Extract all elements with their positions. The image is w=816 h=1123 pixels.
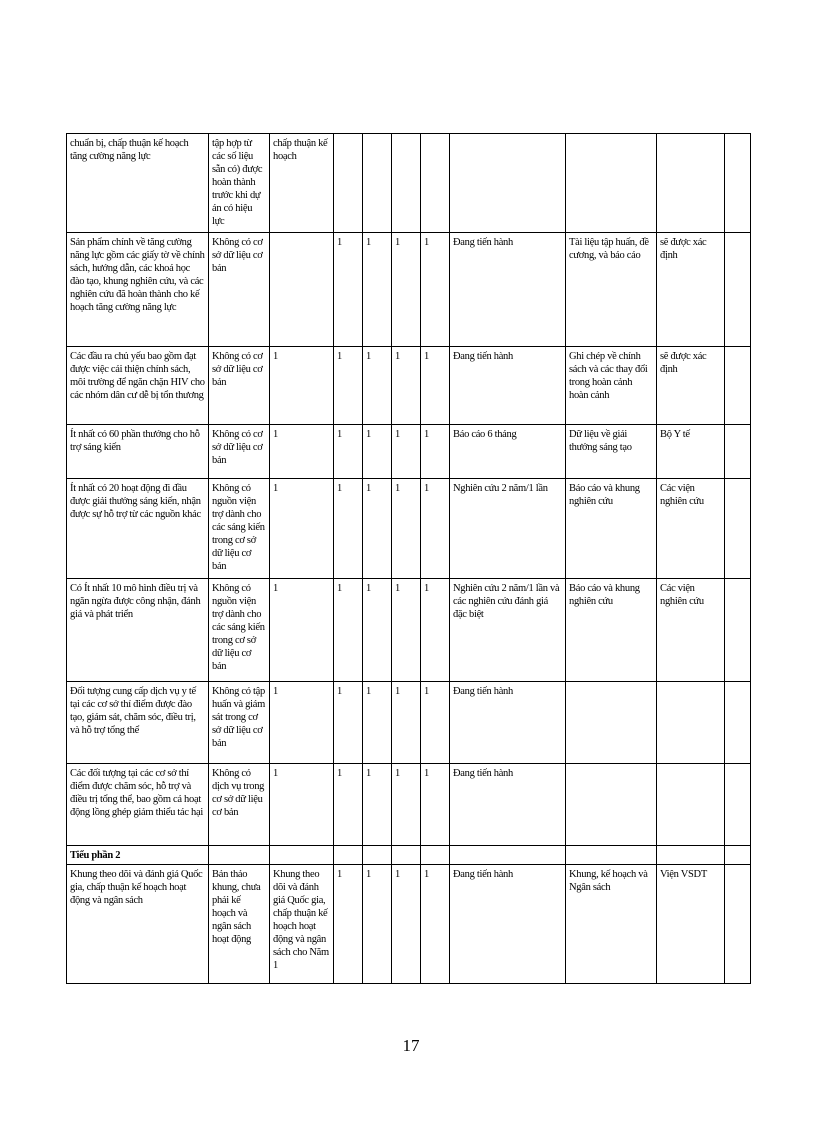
table-cell: Khung theo dõi và đánh giá Quốc gia, chấp thuận kế hoạch hoạt động và ngân sách cho Năm 1	[270, 865, 334, 984]
table-cell: Đang tiến hành	[450, 682, 566, 764]
page-number: 17	[402, 1036, 420, 1055]
table-cell	[392, 134, 421, 233]
table-cell	[657, 764, 725, 846]
table-cell: chuẩn bị, chấp thuận kế hoạch tăng cường năng lực	[67, 134, 209, 233]
table-cell: 1	[392, 233, 421, 347]
monitoring-table	[66, 133, 751, 984]
table-cell	[421, 134, 450, 233]
table-cell: Bộ Y tế	[657, 425, 725, 479]
table-row	[67, 764, 751, 846]
table-cell: Ít nhất có 20 hoạt động đi đầu được giải thưởng sáng kiến, nhận được sự hỗ trợ từ các nguồn khác	[67, 479, 209, 579]
table-cell: sẽ được xác định	[657, 233, 725, 347]
table-cell: 1	[421, 865, 450, 984]
table-cell: 1	[270, 479, 334, 579]
table-cell	[657, 682, 725, 764]
table-cell: 1	[363, 479, 392, 579]
table-cell: 1	[392, 425, 421, 479]
table-cell: Đang tiến hành	[450, 347, 566, 425]
table-cell: Báo cáo và khung nghiên cứu	[566, 479, 657, 579]
table-cell: Các viện nghiên cứu	[657, 579, 725, 682]
table-cell	[725, 579, 751, 682]
table-cell	[725, 134, 751, 233]
table-cell: sẽ được xác định	[657, 347, 725, 425]
table-cell: Đang tiến hành	[450, 233, 566, 347]
table-cell: 1	[392, 682, 421, 764]
table-cell: 1	[270, 764, 334, 846]
table-cell: Không có cơ sở dữ liệu cơ bản	[209, 347, 270, 425]
table-cell	[657, 134, 725, 233]
table-cell: Đang tiến hành	[450, 865, 566, 984]
table-cell	[334, 134, 363, 233]
table-cell: Đối tượng cung cấp dịch vụ y tế tại các cơ sở thí điểm được đào tạo, giám sát, chăm sóc, điều trị, và hỗ trợ tổng thể	[67, 682, 209, 764]
table-cell: Nghiên cứu 2 năm/1 lần và các nghiên cứu đánh giá đặc biệt	[450, 579, 566, 682]
table-cell	[725, 764, 751, 846]
table-cell: 1	[270, 682, 334, 764]
table-cell	[209, 846, 270, 865]
table-cell: 1	[421, 579, 450, 682]
table-cell: 1	[270, 425, 334, 479]
table-cell	[270, 846, 334, 865]
table-row	[67, 579, 751, 682]
table-cell: Không có dịch vụ trong cơ sở dữ liệu cơ bản	[209, 764, 270, 846]
table-cell	[363, 846, 392, 865]
table-cell: Sản phẩm chính về tăng cường năng lực gồm các giấy tờ về chính sách, hướng dẫn, các khoá học đào tạo, khung nghiên cứu, và các nghiên cứu đã hoàn thành cho kế hoạch tăng cường năng lực	[67, 233, 209, 347]
table-cell	[421, 846, 450, 865]
table-cell: 1	[363, 865, 392, 984]
table-row	[67, 347, 751, 425]
table-cell	[657, 846, 725, 865]
table-cell: 1	[363, 682, 392, 764]
table-cell	[725, 425, 751, 479]
table-cell: Bản thảo khung, chưa phải kế hoạch và ngân sách hoạt động	[209, 865, 270, 984]
table-cell: 1	[334, 764, 363, 846]
table-cell: 1	[334, 579, 363, 682]
table-cell: 1	[421, 233, 450, 347]
table-cell: Khung, kế hoạch và Ngân sách	[566, 865, 657, 984]
table-cell: 1	[392, 479, 421, 579]
table-cell: 1	[334, 479, 363, 579]
table-cell	[725, 347, 751, 425]
table-cell	[450, 134, 566, 233]
table-cell: Không có nguồn viện trợ dành cho các sáng kiến trong cơ sở dữ liệu cơ bản	[209, 479, 270, 579]
table-cell	[566, 682, 657, 764]
table-cell: Các đối tượng tại các cơ sở thí điểm được chăm sóc, hỗ trợ và điều trị tổng thể, bao gồm cả hoạt động lồng ghép giảm thiểu tác hại	[67, 764, 209, 846]
table-row	[67, 479, 751, 579]
table-row	[67, 865, 751, 984]
table-cell: Khung theo dõi và đánh giá Quốc gia, chấp thuận kế hoạch hoạt động và ngân sách	[67, 865, 209, 984]
table-cell: 1	[334, 682, 363, 764]
table-cell: 1	[363, 764, 392, 846]
table-cell: Ghi chép về chính sách và các thay đổi trong hoàn cảnh hoàn cảnh	[566, 347, 657, 425]
table-cell: Có Ít nhất 10 mô hình điều trị và ngăn ngừa được công nhận, đánh giá và phát triển	[67, 579, 209, 682]
table-cell: 1	[392, 579, 421, 682]
table-cell: Tài liệu tập huấn, đề cương, và báo cáo	[566, 233, 657, 347]
table-cell: Không có cơ sở dữ liệu cơ bản	[209, 233, 270, 347]
table-cell: 1	[270, 579, 334, 682]
table-cell: 1	[421, 764, 450, 846]
table-cell: Nghiên cứu 2 năm/1 lần	[450, 479, 566, 579]
table-row	[67, 682, 751, 764]
table-row	[67, 425, 751, 479]
table-cell: 1	[392, 764, 421, 846]
table-row	[67, 233, 751, 347]
table-cell: Tiểu phần 2	[67, 846, 209, 865]
table-cell: Ít nhất có 60 phần thưởng cho hỗ trợ sáng kiến	[67, 425, 209, 479]
table-cell: 1	[392, 865, 421, 984]
table-cell: 1	[334, 233, 363, 347]
table-cell: 1	[334, 347, 363, 425]
table-cell: tập hợp từ các số liệu sẵn có) được hoàn thành trước khi dự án có hiệu lực	[209, 134, 270, 233]
table-cell	[566, 134, 657, 233]
table-cell: Không có cơ sở dữ liệu cơ bản	[209, 425, 270, 479]
table-cell: 1	[392, 347, 421, 425]
table-cell: 1	[363, 347, 392, 425]
table-cell: 1	[270, 347, 334, 425]
table-cell: Viện VSDT	[657, 865, 725, 984]
table-cell: 1	[334, 865, 363, 984]
table-cell	[566, 764, 657, 846]
table-cell: Các viện nghiên cứu	[657, 479, 725, 579]
table-cell	[725, 233, 751, 347]
table-cell: Không có nguồn viện trợ dành cho các sáng kiến trong cơ sở dữ liệu cơ bản	[209, 579, 270, 682]
table-cell	[725, 479, 751, 579]
table-cell: 1	[421, 479, 450, 579]
table-cell: 1	[421, 347, 450, 425]
table-cell	[334, 846, 363, 865]
table-cell	[392, 846, 421, 865]
table-cell	[725, 865, 751, 984]
table-cell: 1	[363, 579, 392, 682]
table-row	[67, 134, 751, 233]
table-cell: Dữ liệu về giải thưởng sáng tạo	[566, 425, 657, 479]
table-cell	[725, 682, 751, 764]
table-row	[67, 846, 751, 865]
table-cell: 1	[421, 682, 450, 764]
table-cell: 1	[363, 233, 392, 347]
table-cell: chấp thuận kế hoạch	[270, 134, 334, 233]
table-cell	[450, 846, 566, 865]
table-cell: Đang tiến hành	[450, 764, 566, 846]
table-cell: 1	[421, 425, 450, 479]
table-cell	[566, 846, 657, 865]
table-cell	[363, 134, 392, 233]
table-cell: Báo cáo 6 tháng	[450, 425, 566, 479]
table-cell: Các đầu ra chủ yếu bao gồm đạt được việc cải thiện chính sách, môi trường để ngăn chặn HIV cho các nhóm dân cư dễ bị tổn thương	[67, 347, 209, 425]
table-cell	[725, 846, 751, 865]
table-cell: Không có tập huấn và giám sát trong cơ sở dữ liệu cơ bản	[209, 682, 270, 764]
table-cell: Báo cáo và khung nghiên cứu	[566, 579, 657, 682]
table-cell: 1	[334, 425, 363, 479]
table-cell	[270, 233, 334, 347]
table-cell: 1	[363, 425, 392, 479]
